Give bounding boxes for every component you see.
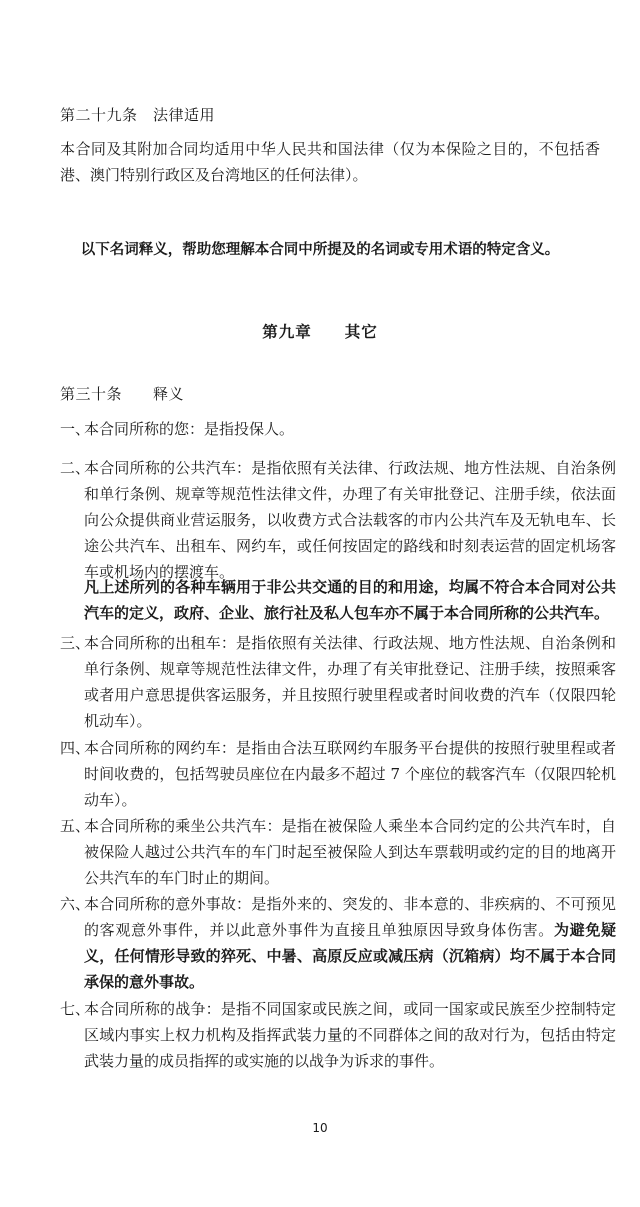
article-29-heading: 第二十九条 法律适用 xyxy=(60,106,216,124)
item-number: 三、 xyxy=(60,634,91,652)
item-number: 七、 xyxy=(60,1000,91,1018)
item-number: 二、 xyxy=(60,459,91,477)
definition-item-you: 本合同所称的您：是指投保人。 xyxy=(84,420,295,438)
definition-item-riding-bus: 本合同所称的乘坐公共汽车：是指在被保险人乘坐本合同约定的公共汽车时，自被保险人越过公共汽车的车门时起至被保险人到达车票载明或约定的目的地离开公共汽车的车门时止的期间。 xyxy=(84,817,616,887)
item-number: 五、 xyxy=(60,817,91,835)
article-30-heading: 第三十条 释义 xyxy=(60,385,185,403)
public-bus-exclusion-note: 凡上述所列的各种车辆用于非公共交通的目的和用途，均属不符合本合同对公共汽车的定义，政府、企业、旅行社及私人包车亦不属于本合同所称的公共汽车。 xyxy=(84,578,616,622)
definitions-notice: 以下名词释义，帮助您理解本合同中所提及的名词或专用术语的特定含义。 xyxy=(80,242,560,258)
definition-item-public-bus: 本合同所称的公共汽车：是指依照有关法律、行政法规、地方性法规、自治条例和单行条例、规章等规范性法律文件，办理了有关审批登记、注册手续，依法面向公众提供商业营运服务，以收费方式合法载客的市内公共汽车及无轨电车、长途公共汽车、出租车、网约车，或任何按固定的路线和时刻表运营的固定机场客车或机场内的摆渡车。 xyxy=(84,459,616,581)
accident-definition-text: 本合同所称的意外事故：是指外来的、突发的、非本意的、非疾病的、不可预见的客观意外事件，并以此意外事件为直接且单独原因导致身体伤害。 xyxy=(84,895,616,939)
definition-item-accident xyxy=(84,891,616,995)
definition-item-ride-hailing: 本合同所称的网约车：是指由合法互联网约车服务平台提供的按照行驶里程或者时间收费的，包括驾驶员座位在内最多不超过 7 个座位的载客汽车（仅限四轮机动车）。 xyxy=(84,739,616,809)
item-number: 六、 xyxy=(60,895,91,913)
definition-item-taxi: 本合同所称的出租车：是指依照有关法律、行政法规、地方性法规、自治条例和单行条例、规章等规范性法律文件，办理了有关审批登记、注册手续，按照乘客或者用户意思提供客运服务，并且按照行驶里程或者时间收费的汽车（仅限四轮机动车）。 xyxy=(84,634,616,730)
chapter-title: 第九章 其它 xyxy=(262,322,378,341)
accident-exclusion-note: 为避免疑义，任何情形导致的猝死、中暑、高原反应或减压病（沉箱病）均不属于本合同承保的意外事故。 xyxy=(84,921,616,991)
definition-item-war: 本合同所称的战争：是指不同国家或民族之间，或同一国家或民族至少控制特定区域内事实上权力机构及指挥武装力量的不同群体之间的敌对行为，包括由特定武装力量的成员指挥的或实施的以战争为诉求的事件。 xyxy=(84,1000,616,1070)
item-number: 一、 xyxy=(60,420,91,438)
article-29-body: 本合同及其附加合同均适用中华人民共和国法律（仅为本保险之目的，不包括香港、澳门特别行政区及台湾地区的任何法律）。 xyxy=(60,140,600,184)
page-number: 10 xyxy=(312,1121,328,1135)
item-number: 四、 xyxy=(60,739,91,757)
